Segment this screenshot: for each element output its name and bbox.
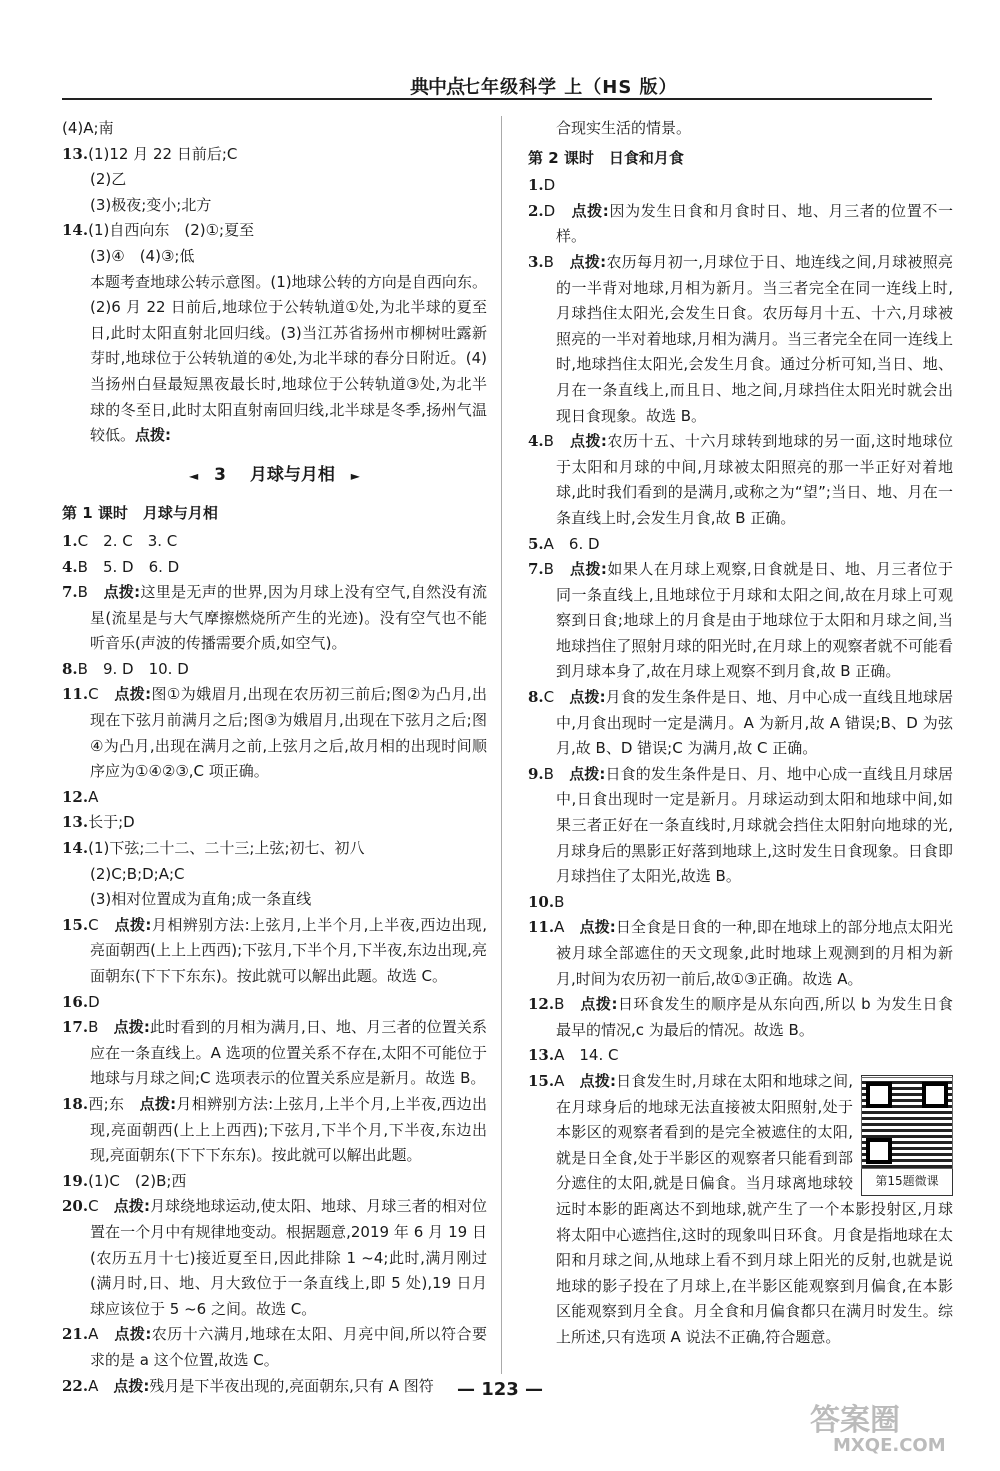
hint-text: 这里是无声的世界,因为月球上没有空气,自然没有流星(流星是与大气摩擦燃烧所产生的光迹)。没有空气也不能听音乐(声波的传播需要介质,如空气)。 bbox=[90, 583, 487, 653]
answer-text: (1)C (2)B;西 bbox=[88, 1171, 187, 1190]
answer-text: (2)C;B;D;A;C bbox=[90, 864, 185, 883]
hint-text: 农历十六满月,地球在太阳、月亮中间,所以符合要求的是 a 这个位置,故选 C。 bbox=[90, 1325, 487, 1369]
answer-item bbox=[62, 785, 487, 811]
hint-text: 日食的发生条件是日、月、地中心成一直线且月球居中,日食出现时一定是新月。月球运动到太阳和地球中间,如果三者正好在一条直线时,月球就会挡住太阳射向地球的光,月球身后的黑影正好落到地球上,这时发生日食现象。日食即月球挡住了太阳光,故选 B。 bbox=[556, 764, 953, 886]
answer-text: A 14. C bbox=[554, 1046, 619, 1065]
header-rule bbox=[62, 98, 932, 100]
answer-text: B bbox=[77, 583, 104, 602]
hint-text: 此时看到的月相为满月,日、地、月三者的位置关系应在一条直线上。A 选项的位置关系不存在,太阳不可能位于地球与月球之间;C 选项表示的位置关系应是新月。故选 B。 bbox=[90, 1018, 487, 1088]
answer-text: C bbox=[88, 685, 115, 704]
answer-text: (1)下弦;二十二、二十三;上弦;初七、初八 bbox=[88, 839, 365, 858]
hint-text: 残月是下半夜出现的,亮面朝东,只有 A 图符 bbox=[149, 1376, 434, 1395]
answer-item bbox=[528, 557, 953, 685]
answer-item bbox=[528, 173, 953, 199]
answer-text: B bbox=[88, 1018, 114, 1037]
question-number: 11. bbox=[62, 685, 89, 704]
question-number: 5. bbox=[528, 534, 544, 553]
hint-label: 点拨: bbox=[113, 1376, 150, 1395]
hint-label: 点拨: bbox=[569, 560, 607, 579]
question-number: 12. bbox=[528, 995, 555, 1014]
answer-item bbox=[62, 836, 487, 862]
section-number: 3 bbox=[214, 464, 226, 485]
question-number: 4. bbox=[528, 432, 544, 451]
answer-text: (3)极夜;变小;北方 bbox=[90, 195, 212, 214]
section-name: 月球与月相 bbox=[249, 464, 335, 485]
answer-text: D bbox=[543, 201, 572, 220]
answer-item bbox=[62, 810, 487, 836]
answer-item bbox=[62, 1015, 487, 1092]
hint-text: 图①为娥眉月,出现在农历初三前后;图②为凸月,出现在下弦月前满月之后;图③为娥眉月,出现在下弦月之后;图④为凸月,出现在满月之前,上弦月之后,故月相的出现时间顺序应为①④②③,C 项正确。 bbox=[90, 685, 487, 781]
triangle-left-icon: ◄ bbox=[188, 468, 199, 483]
question-number: 14. bbox=[62, 839, 89, 858]
answer-text: A bbox=[88, 787, 99, 806]
hint-label: 点拨: bbox=[113, 1018, 150, 1037]
question-number: 8. bbox=[62, 659, 78, 678]
watermark-logo: 答案圈 bbox=[810, 1403, 900, 1438]
answer-text: B 5. D 6. D bbox=[77, 557, 180, 576]
answer-item bbox=[528, 199, 953, 250]
section-heading bbox=[62, 463, 487, 490]
answer-item bbox=[62, 167, 487, 193]
hint-label: 点拨: bbox=[103, 583, 141, 602]
answer-item bbox=[528, 250, 953, 429]
right-column bbox=[528, 116, 953, 1351]
answer-item bbox=[62, 1169, 487, 1195]
question-number: 11. bbox=[528, 918, 555, 937]
question-number: 13. bbox=[528, 1046, 555, 1065]
qr-code-icon[interactable] bbox=[861, 1077, 953, 1169]
hint-label: 点拨: bbox=[569, 252, 607, 271]
hint-label: 点拨: bbox=[580, 995, 618, 1014]
answer-text: D bbox=[543, 176, 556, 195]
answer-text: D bbox=[88, 992, 100, 1011]
answer-text: 合现实生活的情景。 bbox=[556, 119, 692, 137]
question-number: 10. bbox=[528, 892, 555, 911]
question-number: 12. bbox=[62, 787, 89, 806]
answer-item bbox=[62, 657, 487, 683]
hint-label: 点拨: bbox=[114, 915, 152, 934]
question-number: 16. bbox=[62, 992, 89, 1011]
question-number: 4. bbox=[62, 557, 78, 576]
hint-text: 月食的发生条件是日、地、月中心成一直线且地球居中,月食出现时一定是满月。A 为新月,故 A 错误;B、D 为弦月,故 B、D 错误;C 为满月,故 C 正确。 bbox=[556, 688, 953, 758]
answer-item bbox=[62, 1322, 487, 1373]
answer-text: B bbox=[554, 892, 565, 911]
answer-item bbox=[62, 529, 487, 555]
answer-text: (3)④ (4)③;低 bbox=[90, 246, 195, 265]
answer-item bbox=[528, 685, 953, 762]
answer-text: A bbox=[88, 1376, 114, 1395]
answer-item bbox=[528, 890, 953, 916]
answer-item bbox=[528, 429, 953, 531]
triangle-right-icon: ► bbox=[350, 468, 361, 483]
answer-item bbox=[528, 116, 953, 142]
answer-item bbox=[528, 915, 953, 992]
answer-item bbox=[62, 1092, 487, 1169]
hint-label: 点拨: bbox=[571, 201, 609, 220]
question-number: 14. bbox=[62, 221, 89, 240]
answer-item bbox=[62, 887, 487, 913]
hint-text: 月相辨别方法:上弦月,上半个月,上半夜,西边出现,亮面朝西(上上上西西);下弦月,下半个月,下半夜,东边出现,亮面朝东(下下下东东)。按此就可以解出此题。 bbox=[90, 1094, 487, 1165]
answer-item bbox=[62, 193, 487, 219]
answer-text: C bbox=[543, 688, 570, 707]
answer-text: (3)相对位置成为直角;成一条直线 bbox=[90, 890, 312, 909]
question-number: 1. bbox=[528, 176, 544, 195]
hint-label: 点拨: bbox=[579, 918, 616, 937]
qr-block[interactable] bbox=[861, 1073, 953, 1196]
answer-text: 本题考查地球公转示意图。(1)地球公转的方向是自西向东。(2)6 月 22 日前后,地球位于公转轨道①处,为北半球的夏至日,此时太阳直射北回归线。(3)当江苏省扬州市柳树吐露新芽时,地球位于公转轨道的④处,为北半球的春分日附近。(4)当扬州白昼最短黑夜最长时,地球位于公转轨道③处,为北半球的冬至日,此时太阳直射南回归线,北半球是冬季,扬州气温较低。 bbox=[90, 272, 487, 445]
question-number: 7. bbox=[62, 583, 78, 602]
answer-item bbox=[528, 1043, 953, 1069]
hint-label: 点拨: bbox=[139, 1094, 177, 1113]
question-number: 22. bbox=[62, 1376, 89, 1395]
answer-text: A 6. D bbox=[543, 534, 600, 553]
answer-item bbox=[62, 218, 487, 244]
qr-caption: 第15题微课 bbox=[861, 1075, 953, 1196]
answer-text: B bbox=[543, 252, 570, 271]
answer-text: B bbox=[543, 432, 570, 451]
hint-label: 点拨: bbox=[569, 764, 606, 783]
hint-text: 农历十五、十六月球转到地球的另一面,这时地球位于太阳和月球的中间,月球被太阳照亮的那一半正好对着地球,此时我们看到的是满月,或称之为“望”;当日、地、月在一条直线上时,会发生月食,故 B 正确。 bbox=[556, 432, 953, 527]
question-number: 2. bbox=[528, 201, 544, 220]
watermark-url: MXQE.COM bbox=[833, 1435, 946, 1456]
page-header bbox=[62, 68, 932, 98]
left-column bbox=[62, 116, 487, 1399]
hint-label: 点拨: bbox=[579, 1071, 616, 1090]
answer-text: C bbox=[88, 915, 115, 934]
hint-text: 如果人在月球上观察,日食就是日、地、月三者位于同一条直线上,且地球位于月球和太阳之间,故在月球上可观察到日食;地球上的月食是由于地球位于太阳和月球之间,当地球挡住了照射月球的阳光时,在月球上的观察者就不可能看到月球本身了,故在月球上观察不到月食,故 B 正确。 bbox=[556, 560, 953, 681]
answer-choice: A bbox=[554, 1071, 580, 1090]
question-number: 17. bbox=[62, 1018, 89, 1037]
answer-text: 长于;D bbox=[88, 813, 135, 832]
question-number: 15. bbox=[528, 1071, 555, 1090]
hint-text: 月球绕地球运动,使太阳、地球、月球三者的相对位置在一个月中有规律地变动。根据题意,2019 年 6 月 19 日(农历五月十七)接近夏至日,因此排除 1 ~4;此时,满月刚过(满月时,日、地、月大致位于一条直线上,即 5 处),19 日月球应该位于 5 ~6 之间。故选 C。 bbox=[90, 1197, 487, 1318]
lesson-heading: 第 1 课时 月球与月相 bbox=[62, 504, 218, 523]
hint-text: 月相辨别方法:上弦月,上半个月,上半夜,西边出现,亮面朝西(上上上西西);下弦月,下半个月,下半夜,东边出现,亮面朝东(下下下东东)。按此就可以解出此题。故选 C。 bbox=[90, 915, 487, 985]
question-number: 21. bbox=[62, 1325, 89, 1344]
question-number: 3. bbox=[528, 252, 544, 271]
question-number: 19. bbox=[62, 1171, 89, 1190]
hint-text: 农历每月初一,月球位于日、地连线之间,月球被照亮的一半背对地球,月相为新月。当三者完全在同一连线上时,月球挡住太阳光,会发生日食。农历每月十五、十六,月球被照亮的一半对着地球,月相为满月。当三者完全在同一连线上时,地球挡住太阳光,会发生月食。通过分析可知,当日、地、月在一条直线上,而且日、地之间,月球挡住太阳光时就会出现日食现象。故选 B。 bbox=[556, 252, 953, 425]
answer-item bbox=[62, 142, 487, 168]
question-number: 9. bbox=[528, 764, 544, 783]
answer-item bbox=[62, 116, 487, 142]
answer-text: (1)12 月 22 日前后;C bbox=[88, 144, 238, 163]
answer-item bbox=[62, 244, 487, 270]
answer-item bbox=[62, 1194, 487, 1322]
question-number: 18. bbox=[62, 1094, 89, 1113]
answer-item bbox=[528, 762, 953, 890]
answer-item bbox=[62, 682, 487, 784]
hint-text: 日环食发生的顺序是从东向西,所以 b 为发生日食最早的情况,c 为最后的情况。故选 B。 bbox=[556, 995, 954, 1039]
answer-text: A bbox=[554, 918, 580, 937]
question-number: 7. bbox=[528, 560, 544, 579]
answer-text: A bbox=[88, 1325, 115, 1344]
hint-text: 因为发生日食和月食时日、地、月三者的位置不一样。 bbox=[556, 201, 953, 246]
answer-text: B bbox=[543, 764, 570, 783]
answer-text: 西;东 bbox=[88, 1094, 140, 1113]
question-number: 13. bbox=[62, 144, 89, 163]
answer-item bbox=[62, 862, 487, 888]
hint-label: 点拨: bbox=[135, 426, 172, 445]
answer-item bbox=[62, 270, 487, 449]
answer-text: B bbox=[543, 560, 570, 579]
answer-item bbox=[62, 580, 487, 657]
answer-text: (1)自西向东 (2)①;夏至 bbox=[88, 221, 255, 240]
answer-text: (4)A;南 bbox=[62, 119, 114, 137]
answer-item bbox=[62, 913, 487, 990]
answer-text: C bbox=[88, 1197, 114, 1216]
lesson-heading: 第 2 课时 日食和月食 bbox=[528, 148, 684, 167]
column-divider bbox=[501, 116, 502, 1374]
hint-text: 日食发生时,月球在太阳和地球之间,在月球身后的地球无法直接被太阳照射,处于本影区的观察者看到的是完全被遮住的太阳,就是日全食,处于半影区的观察者只能看到部分遮住的太阳,就是日偏食。当月球离地球较远时本影的距离达不到地球,就产生了一个本影投射区,月球将太阳中心遮挡住,这时的现象叫日环食。月食是指地球在太阳和月球之间,从地球上看不到月球上阳光的反射,也就是说地球的影子投在了月球上,在半影区能观察到月偏食,在本影区能观察到月全食。月全食和月偏食都只在满月时发生。综上所述,只有选项 A 说法不正确,符合题意。 bbox=[556, 1071, 953, 1346]
hint-label: 点拨: bbox=[569, 688, 606, 707]
answer-item bbox=[528, 992, 953, 1043]
answer-text: C 2. C 3. C bbox=[77, 531, 178, 550]
answer-item bbox=[528, 1069, 953, 1351]
book-title: 七年级科学 上（HS 版） bbox=[462, 77, 678, 98]
hint-label: 点拨: bbox=[569, 432, 607, 451]
answer-text: (2)乙 bbox=[90, 170, 127, 189]
question-number: 1. bbox=[62, 531, 78, 550]
answer-text: B bbox=[554, 995, 581, 1014]
brand-logo: 典中点 bbox=[410, 76, 465, 98]
question-number: 15. bbox=[62, 915, 89, 934]
answer-item bbox=[62, 555, 487, 581]
answer-item bbox=[528, 532, 953, 558]
answer-text: B 9. D 10. D bbox=[77, 659, 189, 678]
hint-text: 日全食是日食的一种,即在地球上的部分地点太阳光被月球全部遮住的天文现象,此时地球上观测到的月相为新月,时间为农历初一前后,故①③正确。故选 A。 bbox=[556, 918, 954, 988]
question-number: 8. bbox=[528, 688, 544, 707]
hint-label: 点拨: bbox=[114, 1325, 152, 1344]
question-number: 20. bbox=[62, 1197, 89, 1216]
hint-label: 点拨: bbox=[113, 1197, 150, 1216]
hint-label: 点拨: bbox=[114, 685, 152, 704]
answer-item bbox=[62, 990, 487, 1016]
question-number: 13. bbox=[62, 813, 89, 832]
page-number: — 123 — bbox=[456, 1379, 544, 1400]
